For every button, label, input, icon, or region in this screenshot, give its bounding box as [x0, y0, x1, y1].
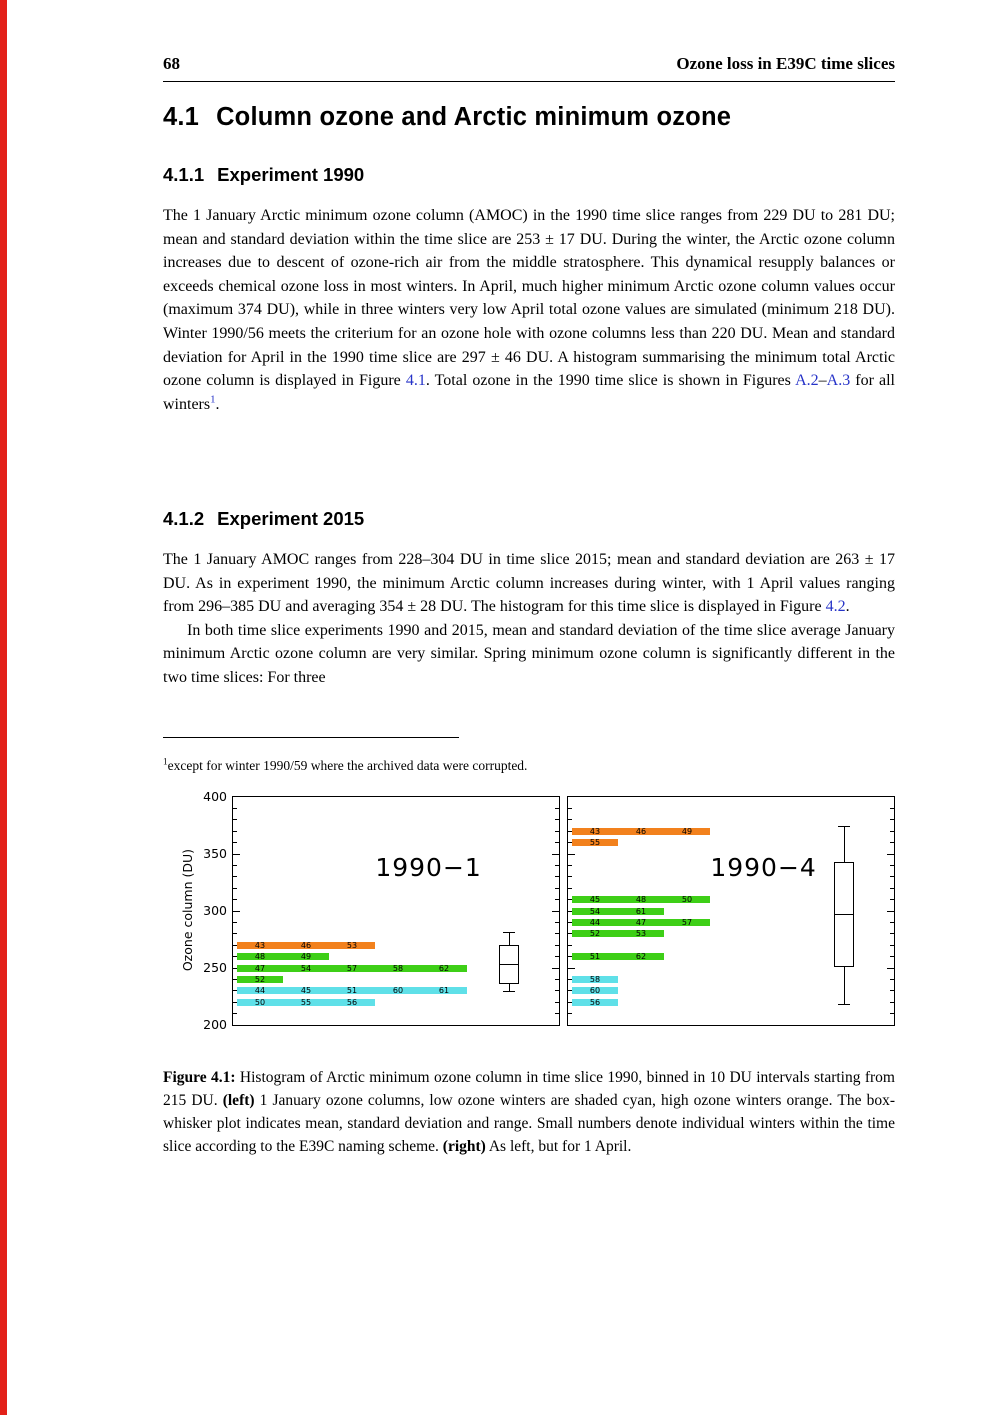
y-tick — [552, 968, 559, 969]
y-tick — [555, 990, 559, 991]
winter-number: 47 — [254, 963, 266, 973]
y-tick — [233, 1013, 237, 1014]
winter-number: 46 — [300, 940, 312, 950]
y-tick — [555, 808, 559, 809]
footnote — [163, 757, 895, 775]
y-tick — [555, 979, 559, 980]
y-tick — [555, 1002, 559, 1003]
caption-right-label: (right) — [442, 1138, 486, 1155]
winter-number: 54 — [589, 906, 601, 916]
footnote-text: except for winter 1990/59 where the archived data were corrupted. — [167, 757, 528, 773]
running-title: Ozone loss in E39C time slices — [676, 54, 895, 73]
figure-4-1 — [180, 790, 895, 1032]
y-tick — [555, 831, 559, 832]
mean-line — [834, 914, 854, 915]
winter-number: 60 — [392, 986, 404, 996]
section-number: 4.1 — [163, 103, 200, 131]
y-tick — [555, 899, 559, 900]
y-tick — [233, 876, 237, 877]
y-tick — [887, 911, 894, 912]
y-tick — [890, 933, 894, 934]
footnote-marker: 1 — [163, 756, 168, 766]
winter-number: 54 — [300, 963, 312, 973]
y-tick — [568, 945, 572, 946]
y-tick — [233, 911, 240, 912]
winter-number: 46 — [635, 826, 647, 836]
y-tick — [233, 854, 240, 855]
page-number: 68 — [163, 54, 180, 73]
winter-number: 55 — [589, 838, 601, 848]
winter-number: 53 — [635, 929, 647, 939]
y-tick-label: 400 — [203, 789, 227, 804]
whisker-cap-min — [838, 1004, 850, 1005]
winter-number: 51 — [589, 952, 601, 962]
section-4-1-1-block — [163, 164, 895, 416]
winter-number: 52 — [589, 929, 601, 939]
y-tick — [568, 808, 572, 809]
y-tick — [890, 888, 894, 889]
y-tick — [890, 1013, 894, 1014]
figure-panel-right — [567, 796, 895, 1026]
y-tick — [890, 831, 894, 832]
whisker-cap-min — [503, 991, 515, 992]
left-edge-stripe — [0, 0, 7, 1415]
winter-number: 48 — [254, 952, 266, 962]
text-run: The 1 January AMOC ranges from 228–304 DU in time slice 2015; mean and standard deviation are 263 ± 17 DU. As in experiment 1990, the minimum Arctic column increases during winter, with 1 April values ranging from 296–385 DU and averaging 354 ± 28 DU. The histogram for this time slice is displayed in Figure — [163, 551, 895, 616]
whisker-cap-max — [838, 826, 850, 827]
subsection-title: Experiment 1990 — [217, 164, 365, 185]
text-run: – — [818, 372, 827, 390]
section-heading — [163, 103, 731, 132]
winter-number: 58 — [392, 963, 404, 973]
winter-number: 53 — [346, 940, 358, 950]
winter-number: 44 — [589, 917, 601, 927]
page-header — [163, 54, 895, 82]
figure-panel-left — [203, 789, 560, 1032]
winter-number: 62 — [438, 963, 450, 973]
text-run: for all winters — [163, 372, 895, 413]
winter-number: 58 — [589, 974, 601, 984]
figure-a2-link[interactable]: A.2 — [795, 372, 819, 390]
y-tick — [887, 968, 894, 969]
y-tick — [233, 865, 237, 866]
winter-number: 61 — [438, 986, 450, 996]
winter-number: 49 — [300, 952, 312, 962]
section-4-1-2-block — [163, 508, 895, 690]
footnote-reference[interactable]: 1 — [210, 393, 216, 406]
y-tick — [233, 922, 237, 923]
subsection-heading-1990 — [163, 164, 895, 186]
winter-number: 48 — [635, 895, 647, 905]
winter-number: 45 — [589, 895, 601, 905]
figure-4-1-link[interactable]: 4.1 — [405, 372, 426, 390]
y-tick — [555, 819, 559, 820]
text-run: As left, but for 1 April. — [485, 1138, 632, 1155]
y-tick — [555, 945, 559, 946]
y-tick — [890, 808, 894, 809]
panel-label: 1990−4 — [710, 853, 817, 882]
y-tick — [555, 888, 559, 889]
winter-number: 49 — [681, 826, 693, 836]
winter-number: 57 — [681, 917, 693, 927]
y-tick — [890, 1002, 894, 1003]
subsection-number: 4.1.1 — [163, 164, 205, 185]
winter-number: 56 — [346, 997, 358, 1007]
mean-line — [499, 964, 519, 965]
text-run: 1 January ozone columns, low ozone winters are shaded cyan, high ozone winters orange. The box-whisker plot indicates mean, standard deviation and range. Small numbers denote individual winters within the time slice according to the E39C naming scheme. — [163, 1092, 895, 1155]
y-tick — [568, 865, 572, 866]
y-tick — [568, 1013, 572, 1014]
winter-number: 44 — [254, 986, 266, 996]
y-tick — [233, 933, 237, 934]
winter-number: 47 — [635, 917, 647, 927]
subsection-title: Experiment 2015 — [217, 508, 365, 529]
figure-4-2-link[interactable]: 4.2 — [825, 598, 846, 616]
text-run: Histogram of Arctic minimum ozone column in time slice 1990, binned in 10 DU intervals starting from 215 DU. — [163, 1069, 895, 1109]
figure-a3-link[interactable]: A.3 — [826, 372, 851, 390]
y-tick — [890, 899, 894, 900]
y-tick — [552, 911, 559, 912]
y-axis-label: Ozone column (DU) — [180, 848, 195, 972]
caption-left-label: (left) — [222, 1092, 255, 1109]
winter-number: 50 — [681, 895, 693, 905]
y-tick — [890, 979, 894, 980]
y-tick — [555, 933, 559, 934]
y-tick — [568, 876, 572, 877]
winter-number: 61 — [635, 906, 647, 916]
section-title: Column ozone and Arctic minimum ozone — [216, 103, 732, 131]
y-tick — [555, 956, 559, 957]
footnote-rule — [163, 737, 459, 738]
y-tick — [555, 842, 559, 843]
y-tick — [890, 922, 894, 923]
y-tick — [890, 819, 894, 820]
y-tick — [233, 888, 237, 889]
y-tick — [555, 1013, 559, 1014]
winter-number: 62 — [635, 952, 647, 962]
paragraph-experiment-1990 — [163, 204, 895, 416]
y-tick — [568, 968, 575, 969]
subsection-number: 4.1.2 — [163, 508, 205, 529]
y-tick — [890, 842, 894, 843]
y-tick — [890, 990, 894, 991]
y-tick — [233, 831, 237, 832]
y-tick — [568, 888, 572, 889]
winter-number: 50 — [254, 997, 266, 1007]
y-tick — [233, 899, 237, 900]
y-tick-label: 200 — [203, 1017, 227, 1032]
winter-number: 57 — [346, 963, 358, 973]
panel-label: 1990−1 — [375, 853, 482, 882]
y-tick-label: 300 — [203, 903, 227, 918]
winter-number: 60 — [589, 986, 601, 996]
y-tick — [233, 819, 237, 820]
y-tick-label: 350 — [203, 846, 227, 861]
text-run: In both time slice experiments 1990 and 2015, mean and standard deviation of the time slice average January minimum Arctic ozone column are very similar. Spring minimum ozone column is significantly different in the two time slices: For three — [163, 621, 895, 686]
whisker-cap-max — [503, 932, 515, 933]
y-tick — [568, 819, 572, 820]
y-tick — [568, 854, 575, 855]
y-tick — [233, 842, 237, 843]
winter-number: 52 — [254, 974, 266, 984]
y-tick — [890, 956, 894, 957]
text-run: . Total ozone in the 1990 time slice is shown in Figures — [425, 372, 796, 390]
paragraph-comparison — [163, 619, 895, 690]
winter-number: 51 — [346, 986, 358, 996]
text-run: . — [215, 395, 220, 413]
text-run: The 1 January Arctic minimum ozone column (AMOC) in the 1990 time slice ranges from 229 DU to 281 DU; mean and standard deviation within the time slice are 253 ± 17 DU. During the winter, the Arctic ozone column increases due to descent of ozone-rich air from the middle stratosphere. This dynamical resupply balances or exceeds chemical ozone loss in most winters. In April, much higher minimum Arctic ozone column values occur (maximum 374 DU), while in three winters very low April total ozone values are simulated (minimum 218 DU). Winter 1990/56 meets the criterium for an ozone hole with ozone columns less than 220 DU. Mean and standard deviation for April in the 1990 time slice are 297 ± 46 DU. A histogram summarising the minimum total Arctic ozone column is displayed in Figure — [163, 207, 895, 390]
y-tick — [890, 945, 894, 946]
winter-number: 55 — [300, 997, 312, 1007]
y-tick-label: 250 — [203, 960, 227, 975]
subsection-heading-2015 — [163, 508, 895, 530]
winter-number: 45 — [300, 986, 312, 996]
paragraph-experiment-2015 — [163, 548, 895, 619]
figure-caption — [163, 1066, 895, 1158]
y-tick — [233, 808, 237, 809]
y-tick — [555, 922, 559, 923]
winter-number: 43 — [589, 826, 601, 836]
winter-number: 56 — [589, 997, 601, 1007]
winter-number: 43 — [254, 940, 266, 950]
caption-label: Figure 4.1: — [163, 1069, 236, 1086]
text-run: . — [845, 598, 850, 616]
